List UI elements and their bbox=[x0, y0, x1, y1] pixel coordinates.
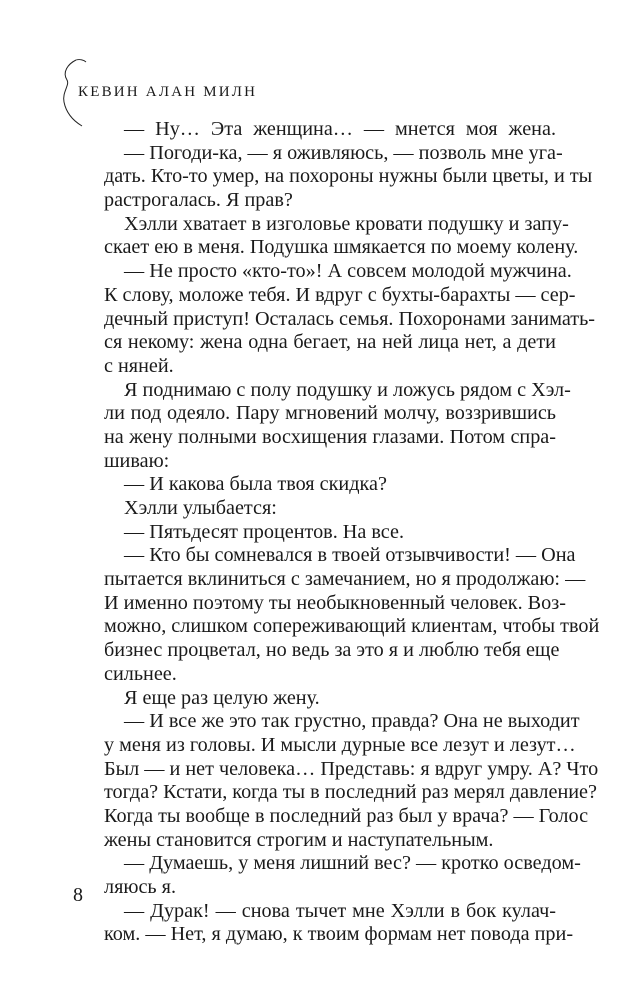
text-line: сильнее. bbox=[104, 662, 177, 685]
text-line: растрогалась. Я прав? bbox=[104, 189, 293, 212]
text-line: тогда? Кстати, когда ты в последний раз мерял давление? bbox=[104, 781, 597, 804]
text-line: — Не просто «кто-то»! А совсем молодой мужчина. bbox=[124, 260, 572, 283]
text-line: Когда ты вообще в последний раз был у врача? — Голос bbox=[104, 804, 589, 827]
text-line: дать. Кто-то умер, на похороны нужны были цветы, и ты bbox=[104, 165, 593, 188]
text-line: ли под одеяло. Пару мгновений молчу, воззрившись bbox=[104, 402, 556, 425]
text-line: ся некому: жена одна бегает, на ней лица нет, а дети bbox=[104, 331, 556, 354]
text-line: ком. — Нет, я думаю, к твоим формам нет повода при- bbox=[104, 923, 574, 946]
page-number: 8 bbox=[73, 884, 83, 906]
running-head: КЕВИН АЛАН МИЛН bbox=[78, 84, 258, 100]
text-line: ляюсь я. bbox=[104, 876, 176, 898]
text-line: с няней. bbox=[104, 354, 174, 377]
text-line: Хэлли улыбается: bbox=[124, 497, 277, 519]
text-line: бизнес процветал, но ведь за это я и люблю тебя еще bbox=[104, 639, 560, 662]
text-line: скает ею в меня. Подушка шмякается по моему колену. bbox=[104, 236, 579, 259]
text-line: Хэлли хватает в изголовье кровати подушку и запу- bbox=[124, 212, 569, 235]
text-line: шиваю: bbox=[104, 449, 170, 472]
text-line: Был — и нет человека… Представь: я вдруг умру. А? Что bbox=[104, 757, 599, 780]
text-line: — И все же это так грустно, правда? Она не выходит bbox=[124, 710, 580, 733]
text-line: — Думаешь, у меня лишний вес? — кротко осведом- bbox=[124, 852, 581, 875]
text-line: дечный приступ! Осталась семья. Похоронами занимать- bbox=[104, 307, 596, 330]
text-line: — Ну… Эта женщина… — мнется моя жена. bbox=[124, 118, 556, 140]
text-line: К слову, моложе тебя. И вдруг с бухты-барахты — сер- bbox=[104, 283, 576, 306]
text-line: — Пятьдесят процентов. На все. bbox=[124, 520, 405, 543]
text-line: И именно поэтому ты необыкновенный человек. Воз- bbox=[104, 591, 566, 614]
text-line: Я поднимаю с полу подушку и ложусь рядом с Хэл- bbox=[124, 378, 571, 401]
text-line: — Погоди-ка, — я оживляюсь, — позволь мне уга- bbox=[124, 141, 563, 164]
text-line: — И какова была твоя скидка? bbox=[124, 473, 387, 496]
text-line: можно, слишком сопереживающий клиентам, чтобы твой bbox=[104, 615, 600, 638]
page-text bbox=[104, 118, 600, 947]
text-line: Я еще раз целую жену. bbox=[124, 686, 320, 709]
text-line: на жену полными восхищения глазами. Потом спра- bbox=[104, 425, 556, 448]
text-line: — Кто бы сомневался в твоей отзывчивости! — Она bbox=[124, 544, 576, 567]
text-line: — Дурак! — снова тычет мне Хэлли в бок кулач- bbox=[124, 899, 556, 922]
text-line: у меня из головы. И мысли дурные все лезут и лезут… bbox=[104, 733, 576, 756]
text-line: пытается вклиниться с замечанием, но я продолжаю: — bbox=[104, 568, 586, 591]
text-line: жены становится строгим и наступательным. bbox=[104, 828, 494, 851]
